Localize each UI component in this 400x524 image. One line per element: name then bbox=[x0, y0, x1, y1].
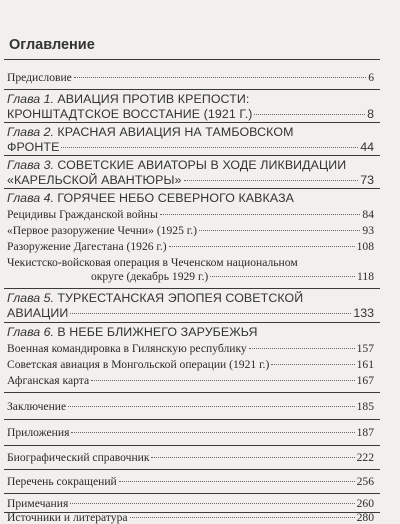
entry-title: Рецидивы Гражданской войны bbox=[7, 208, 158, 221]
entry-page: 157 bbox=[356, 342, 374, 355]
dot-leader bbox=[160, 214, 361, 215]
chapter-title-line1: СОВЕТСКИЕ АВИАТОРЫ В ХОДЕ ЛИКВИДАЦИИ bbox=[57, 158, 347, 172]
entry-title: Перечень сокращений bbox=[7, 475, 117, 488]
dot-leader bbox=[199, 230, 360, 231]
toc-entry-biographical[interactable] bbox=[7, 451, 374, 465]
entry-page: 161 bbox=[356, 358, 374, 371]
toc-heading: Оглавление bbox=[9, 37, 95, 53]
entry-title: Заключение bbox=[7, 400, 67, 413]
toc-entry-chapter-2[interactable] bbox=[7, 125, 374, 155]
dot-leader bbox=[74, 77, 366, 78]
toc-entry-section[interactable] bbox=[7, 256, 374, 284]
toc-entry-abbreviations[interactable] bbox=[7, 475, 374, 489]
dot-leader bbox=[254, 114, 365, 115]
entry-page: 222 bbox=[356, 451, 374, 464]
toc-entry-chapter-5[interactable] bbox=[7, 291, 374, 321]
dot-leader bbox=[70, 313, 351, 314]
entry-page: 260 bbox=[356, 497, 374, 510]
divider bbox=[4, 493, 380, 494]
chapter-title-line2: «КАРЕЛЬСКОЙ АВАНТЮРЫ» bbox=[7, 173, 182, 187]
entry-page: 167 bbox=[356, 374, 374, 387]
toc-entry-chapter-1[interactable] bbox=[7, 92, 374, 122]
dot-leader bbox=[130, 517, 355, 518]
dot-leader bbox=[271, 364, 354, 365]
entry-page: 118 bbox=[357, 270, 374, 283]
entry-page: 133 bbox=[353, 306, 374, 320]
chapter-title-line2: КРОНШТАДТСКОЕ ВОССТАНИЕ (1921 Г.) bbox=[7, 107, 253, 121]
entry-title: Примечания bbox=[7, 497, 69, 510]
entry-page: 187 bbox=[356, 426, 374, 439]
toc-entry-section[interactable] bbox=[7, 224, 374, 238]
divider bbox=[4, 419, 380, 420]
chapter-title-line1: КРАСНАЯ АВИАЦИЯ НА ТАМБОВСКОМ bbox=[57, 125, 294, 139]
dot-leader bbox=[184, 180, 359, 181]
entry-title: Биографический справочник bbox=[7, 451, 150, 464]
chapter-label: Глава 1. bbox=[7, 92, 54, 106]
dot-leader bbox=[210, 276, 355, 277]
divider bbox=[4, 188, 380, 189]
toc-entry-chapter-6[interactable] bbox=[7, 325, 374, 340]
entry-title: Советская авиация в Монгольской операции (1921 г.) bbox=[7, 358, 270, 371]
chapter-title-line1: ГОРЯЧЕЕ НЕБО СЕВЕРНОГО КАВКАЗА bbox=[57, 191, 295, 205]
dot-leader bbox=[119, 481, 355, 482]
entry-page: 256 bbox=[356, 475, 374, 488]
chapter-label: Глава 4. bbox=[7, 191, 54, 205]
chapter-title-line2: ФРОНТЕ bbox=[7, 140, 60, 154]
chapter-label: Глава 2. bbox=[7, 125, 54, 139]
entry-page: 84 bbox=[362, 208, 374, 221]
entry-title: Приложения bbox=[7, 426, 70, 439]
chapter-title-line1: В НЕБЕ БЛИЖНЕГО ЗАРУБЕЖЬЯ bbox=[57, 325, 258, 339]
toc-entry-section[interactable] bbox=[7, 374, 374, 388]
toc-entry-section[interactable] bbox=[7, 208, 374, 222]
chapter-label: Глава 6. bbox=[7, 325, 54, 339]
toc-entry-section[interactable] bbox=[7, 240, 374, 254]
entry-title: Предисловие bbox=[7, 71, 72, 84]
dot-leader bbox=[61, 147, 358, 148]
toc-entry-conclusion[interactable] bbox=[7, 400, 374, 414]
entry-page: 44 bbox=[360, 140, 374, 154]
entry-page: 280 bbox=[356, 511, 374, 524]
dot-leader bbox=[71, 432, 354, 433]
divider bbox=[4, 392, 380, 393]
dot-leader bbox=[249, 348, 355, 349]
toc-entry-section[interactable] bbox=[7, 358, 374, 372]
dot-leader bbox=[169, 246, 355, 247]
entry-title: Источники и литература bbox=[7, 511, 128, 524]
dot-leader bbox=[151, 457, 354, 458]
entry-page: 6 bbox=[368, 71, 374, 84]
toc-entry-chapter-4[interactable] bbox=[7, 191, 374, 206]
toc-entry-section[interactable] bbox=[7, 342, 374, 356]
chapter-label: Глава 3. bbox=[7, 158, 54, 172]
divider bbox=[4, 469, 380, 470]
dot-leader bbox=[91, 380, 354, 381]
entry-title: «Первое разоружение Чечни» (1925 г.) bbox=[7, 224, 197, 237]
entry-title: Военная командировка в Гилянскую республику bbox=[7, 342, 247, 355]
chapter-title-line1: АВИАЦИЯ ПРОТИВ КРЕПОСТИ: bbox=[57, 92, 250, 106]
chapter-label: Глава 5. bbox=[7, 291, 54, 305]
entry-title-line2: округе (декабрь 1929 г.) bbox=[91, 270, 209, 283]
dot-leader bbox=[70, 503, 354, 504]
divider bbox=[4, 445, 380, 446]
entry-page: 108 bbox=[356, 240, 374, 253]
divider bbox=[4, 288, 380, 289]
toc-entry-notes[interactable] bbox=[7, 497, 374, 511]
entry-title: Афганская карта bbox=[7, 374, 90, 387]
entry-page: 185 bbox=[356, 400, 374, 413]
chapter-title-line1: ТУРКЕСТАНСКАЯ ЭПОПЕЯ СОВЕТСКОЙ bbox=[57, 291, 304, 305]
divider bbox=[4, 122, 380, 123]
toc-entry-chapter-3[interactable] bbox=[7, 158, 374, 188]
toc-entry-appendices[interactable] bbox=[7, 426, 374, 440]
entry-title-line1: Чекистско-войсковая операция в Чеченском национальном bbox=[7, 256, 298, 269]
dot-leader bbox=[68, 406, 354, 407]
chapter-title-line2: АВИАЦИИ bbox=[7, 306, 69, 320]
toc-entry-preface[interactable] bbox=[7, 71, 374, 85]
entry-page: 93 bbox=[362, 224, 374, 237]
divider bbox=[4, 322, 380, 323]
entry-page: 8 bbox=[367, 107, 374, 121]
entry-title: Разоружение Дагестана (1926 г.) bbox=[7, 240, 167, 253]
toc-entry-sources[interactable] bbox=[7, 513, 374, 523]
divider bbox=[4, 155, 380, 156]
divider bbox=[4, 89, 380, 90]
entry-page: 73 bbox=[360, 173, 374, 187]
divider bbox=[4, 59, 380, 60]
